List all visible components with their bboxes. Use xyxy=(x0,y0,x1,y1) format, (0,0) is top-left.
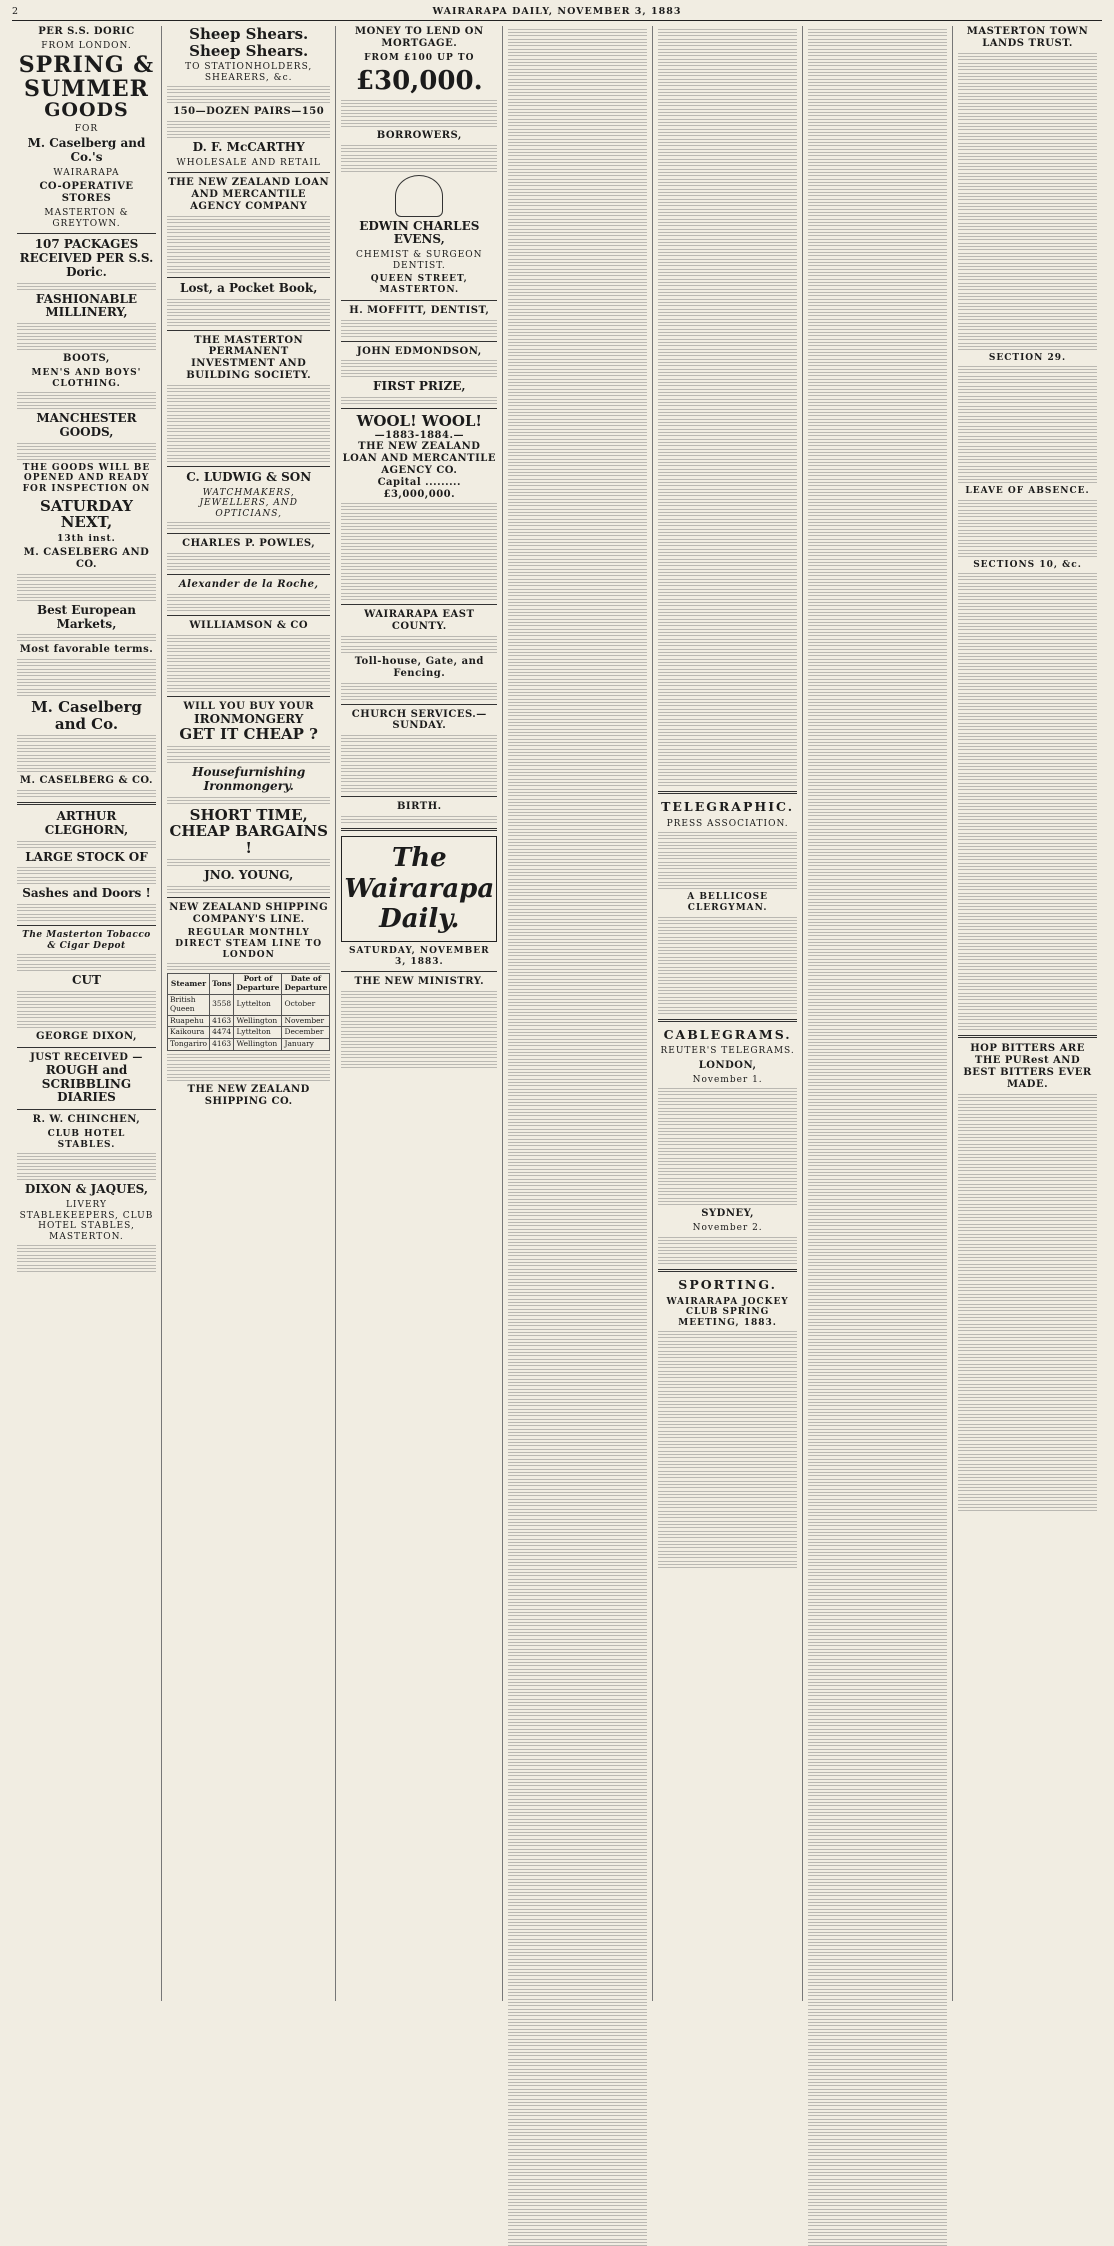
livery-stables: LIVERY STABLEKEEPERS, CLUB HOTEL STABLES, MASTERTON. xyxy=(19,1199,154,1242)
column-7 xyxy=(953,26,1102,2001)
sashes-doors: Sashes and Doors ! xyxy=(22,886,151,901)
section-29: SECTION 29. xyxy=(988,352,1067,363)
favorable-terms: Most favorable terms. xyxy=(19,644,154,656)
paper-date: SATURDAY, NOVEMBER 3, 1883. xyxy=(349,945,490,967)
get-it-cheap: GET IT CHEAP ? xyxy=(179,725,318,744)
goods-heading: GOODS xyxy=(44,98,129,121)
rough-diaries: ROUGH and SCRIBBLING DIARIES xyxy=(41,1062,132,1105)
saturday-next: SATURDAY NEXT, xyxy=(39,496,133,532)
dixon-jaques: DIXON & JAQUES, xyxy=(24,1182,149,1197)
display-notice: THE GOODS WILL BE OPENED AND READY FOR INSPECTION ON xyxy=(22,462,151,494)
column-4 xyxy=(503,26,653,2001)
chinchen-name: R. W. CHINCHEN, xyxy=(32,1114,141,1126)
cleghorn-name: ARTHUR CLEGHORN, xyxy=(44,808,129,837)
col-steamer: Steamer xyxy=(167,974,209,995)
column-3 xyxy=(336,26,503,2001)
nzl-agency: THE NEW ZEALAND LOAN AND MERCANTILE AGENCY CO. xyxy=(342,441,496,476)
cell: November xyxy=(282,1015,330,1027)
caselberg-heading-2: M. Caselberg and Co. xyxy=(31,698,142,733)
european-markets: Best European Markets, xyxy=(36,602,136,631)
reuters-telegrams: REUTER'S TELEGRAMS. xyxy=(660,1046,795,1057)
towns: MASTERTON & GREYTOWN. xyxy=(44,207,129,229)
cell: 4474 xyxy=(210,1027,234,1039)
first-prize: FIRST PRIZE, xyxy=(373,379,466,394)
cell: December xyxy=(282,1027,330,1039)
lost-pocket-book: Lost, a Pocket Book, xyxy=(180,280,318,295)
roche-name: Alexander de la Roche, xyxy=(178,579,319,591)
nameplate xyxy=(341,836,497,942)
cell: 4163 xyxy=(210,1015,234,1027)
housefurnishing: Housefurnishing Ironmongery. xyxy=(192,764,306,793)
just-received: JUST RECEIVED — xyxy=(30,1051,143,1063)
mens-clothing: MEN'S AND BOYS' CLOTHING. xyxy=(31,367,142,389)
millinery-heading: FASHIONABLE MILLINERY, xyxy=(35,291,138,320)
packages-received: 107 PACKAGES RECEIVED PER S.S. Doric. xyxy=(19,237,154,279)
direct-steam-line: REGULAR MONTHLY DIRECT STEAM LINE TO LONDON xyxy=(175,928,323,960)
ludwig-name: C. LUDWIG & SON xyxy=(186,469,312,484)
table-row xyxy=(167,994,329,1015)
cell: Kaikoura xyxy=(167,1027,209,1039)
cell: British Queen xyxy=(167,994,209,1015)
money-to-lend: MONEY TO LEND ON MORTGAGE. xyxy=(355,26,484,49)
cell: Lyttelton xyxy=(234,994,282,1015)
thirteenth: 13th inst. xyxy=(57,533,116,544)
royal-arms-emblem xyxy=(395,175,443,217)
masthead-title: WAIRARAPA DAILY, NOVEMBER 3, 1883 xyxy=(432,6,682,17)
november-1: November 1. xyxy=(692,1074,763,1085)
wool-heading: WOOL! WOOL! xyxy=(356,412,483,431)
caselberg-sign-2: M. CASELBERG & CO. xyxy=(19,775,154,787)
loan-amount: £30,000. xyxy=(355,66,483,97)
cell: Ruapehu xyxy=(167,1015,209,1027)
permanent-society: THE MASTERTON PERMANENT INVESTMENT AND BUILDING SOCIETY. xyxy=(186,334,312,381)
mccarthy-name: D. F. McCARTHY xyxy=(192,140,305,155)
cut-heading: CUT xyxy=(72,973,101,988)
evens-sub: CHEMIST & SURGEON DENTIST. xyxy=(356,250,483,271)
sheep-shears-2: Sheep Shears. xyxy=(189,41,309,60)
cell: 4163 xyxy=(210,1039,234,1051)
table-row xyxy=(167,1015,329,1027)
cell: 3558 xyxy=(210,994,234,1015)
london-dateline: LONDON, xyxy=(698,1059,757,1071)
will-you-buy: WILL YOU BUY YOUR xyxy=(183,700,315,712)
table-row xyxy=(167,1027,329,1039)
doric-title: PER S.S. DORIC xyxy=(38,26,135,37)
paper-title: The Wairarapa Daily. xyxy=(344,842,495,935)
wec-heading: WAIRARAPA EAST COUNTY. xyxy=(364,609,475,633)
press-association: PRESS ASSOCIATION. xyxy=(666,818,789,829)
cell: January xyxy=(282,1039,330,1051)
page-masthead xyxy=(12,6,1102,21)
caselberg-name: M. Caselberg and Co.'s xyxy=(27,136,146,164)
capital-amount: Capital ......... £3,000,000. xyxy=(377,476,462,500)
stationholders: TO STATIONHOLDERS, SHEARERS, &c. xyxy=(185,62,313,83)
nz-loan-heading: THE NEW ZEALAND LOAN AND MERCANTILE AGENCY COMPANY xyxy=(168,177,330,213)
for-label: FOR xyxy=(74,123,99,134)
cablegrams-heading: CABLEGRAMS. xyxy=(663,1026,792,1042)
hop-bitters: HOP BITTERS ARE THE PURest AND BEST BITTERS EVER MADE. xyxy=(963,1043,1092,1090)
wairarapa-label: WAIRARAPA xyxy=(53,167,120,178)
cell: October xyxy=(282,994,330,1015)
moffitt-name: H. MOFFITT, DENTIST, xyxy=(349,304,490,316)
column-6 xyxy=(803,26,953,2001)
powles-name: CHARLES P. POWLES, xyxy=(182,538,316,550)
column-2 xyxy=(162,26,336,2001)
new-ministry: THE NEW MINISTRY. xyxy=(354,976,485,988)
cell: Wellington xyxy=(234,1039,282,1051)
doric-from: FROM LONDON. xyxy=(41,40,132,51)
town-lands-trust: MASTERTON TOWN LANDS TRUST. xyxy=(966,26,1089,49)
col-port: Port of Departure xyxy=(234,974,282,995)
church-services: CHURCH SERVICES.—SUNDAY. xyxy=(351,708,487,732)
dozen-pairs: 150—DOZEN PAIRS—150 xyxy=(173,106,325,118)
club-stables: CLUB HOTEL STABLES. xyxy=(47,1128,126,1150)
table-row xyxy=(167,1039,329,1051)
sporting-heading: SPORTING. xyxy=(678,1276,777,1292)
queen-street: QUEEN STREET, MASTERTON. xyxy=(370,274,468,296)
birth-heading: BIRTH. xyxy=(396,801,442,813)
col-tons: Tons xyxy=(210,974,234,995)
sections-10: SECTIONS 10, &c. xyxy=(973,559,1082,570)
cheap-bargains: CHEAP BARGAINS ! xyxy=(169,822,328,857)
sailings-table xyxy=(167,973,330,1051)
spring-heading: SPRING & xyxy=(18,52,155,79)
mccarthy-sub: WHOLESALE AND RETAIL xyxy=(176,157,321,168)
young-name: JNO. YOUNG, xyxy=(204,868,294,882)
nz-shipping-co: THE NEW ZEALAND SHIPPING CO. xyxy=(187,1084,310,1107)
columns xyxy=(12,26,1102,2001)
wjc-spring-meeting: WAIRARAPA JOCKEY CLUB SPRING MEETING, 1883. xyxy=(666,1296,789,1328)
cell: Wellington xyxy=(234,1015,282,1027)
page-number: 2 xyxy=(12,6,20,17)
short-time: SHORT TIME, xyxy=(189,805,308,824)
sydney-dateline: SYDNEY, xyxy=(701,1208,754,1220)
telegraphic-heading: TELEGRAPHIC. xyxy=(661,799,795,814)
coop-stores: CO-OPERATIVE STORES xyxy=(39,181,134,205)
edmondson-name: JOHN EDMONDSON, xyxy=(356,345,482,357)
column-1 xyxy=(12,26,162,2001)
november-2: November 2. xyxy=(692,1223,763,1234)
column-5 xyxy=(653,26,803,2001)
sheep-shears-1: Sheep Shears. xyxy=(189,25,309,43)
evens-name: EDWIN CHARLES EVENS, xyxy=(359,218,480,247)
ironmongery: IRONMONGERY xyxy=(194,711,304,726)
nz-shipping: NEW ZEALAND SHIPPING COMPANY'S LINE. xyxy=(169,901,329,925)
borrowers: BORROWERS, xyxy=(376,129,462,141)
caselberg-sign: M. CASELBERG AND CO. xyxy=(23,547,150,570)
bellicose-clergyman: A BELLICOSE CLERGYMAN. xyxy=(687,892,769,913)
toll-house: Toll-house, Gate, and Fencing. xyxy=(354,655,484,679)
boots-heading: BOOTS, xyxy=(63,353,110,365)
col-date: Date of Departure xyxy=(282,974,330,995)
williamson-name: WILLIAMSON & CO xyxy=(189,620,309,632)
cell: Tongariro xyxy=(167,1039,209,1051)
cell: Lyttelton xyxy=(234,1027,282,1039)
watchmakers: WATCHMAKERS, JEWELLERS, AND OPTICIANS, xyxy=(199,487,298,519)
tobacco-depot: The Masterton Tobacco & Cigar Depot xyxy=(22,930,151,951)
summer-heading: SUMMER xyxy=(24,75,149,102)
manchester-heading: MANCHESTER GOODS, xyxy=(36,411,137,439)
large-stock: LARGE STOCK OF xyxy=(25,849,148,864)
leave-of-absence: LEAVE OF ABSENCE. xyxy=(965,486,1090,497)
wool-years: —1883-1884.— xyxy=(374,429,464,441)
george-dixon: GEORGE DIXON, xyxy=(36,1031,137,1043)
from-amount: FROM £100 UP TO xyxy=(364,52,475,63)
